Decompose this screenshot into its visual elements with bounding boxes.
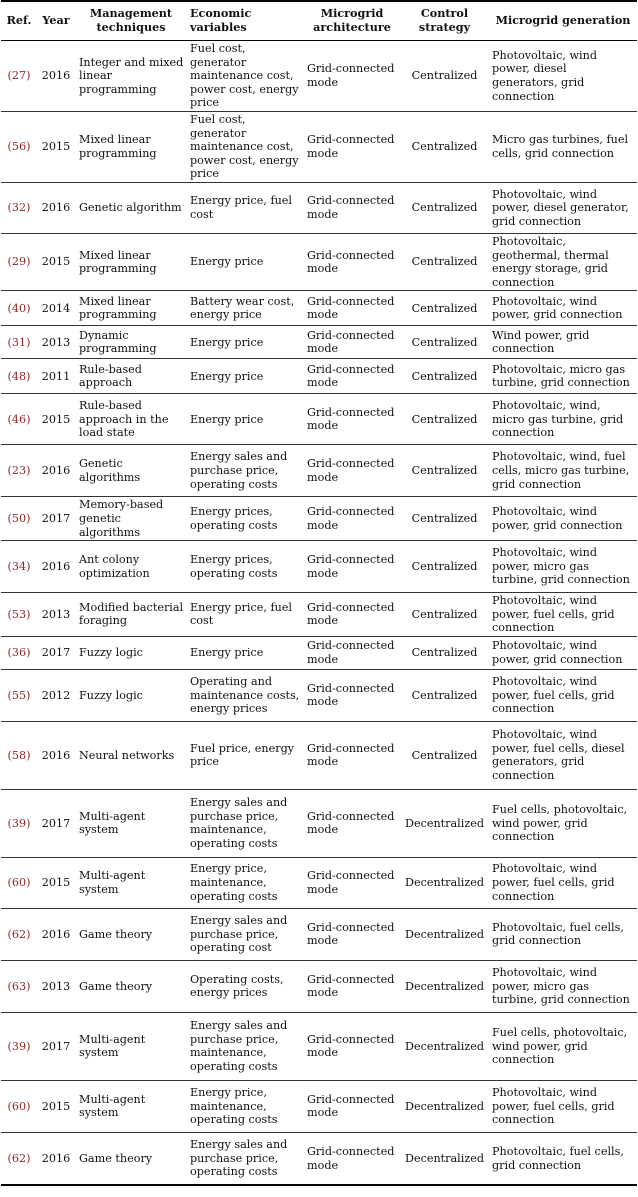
table-row bbox=[1, 721, 637, 789]
economic-variables-cell: Energy price, maintenance, operating costs bbox=[187, 857, 304, 908]
year-cell: 2015 bbox=[37, 857, 75, 908]
ref-link[interactable]: (62) bbox=[1, 1132, 37, 1185]
management-technique-cell: Ant colony optimization bbox=[75, 541, 187, 593]
management-technique-cell: Mixed linear programming bbox=[75, 233, 187, 290]
control-strategy-cell: Decentralized bbox=[400, 1080, 489, 1132]
generation-cell: Photovoltaic, wind power, fuel cells, diesel generators, grid connection bbox=[489, 721, 637, 789]
year-cell: 2016 bbox=[37, 182, 75, 233]
control-strategy-cell: Centralized bbox=[400, 291, 489, 326]
year-cell: 2015 bbox=[37, 233, 75, 290]
economic-variables-cell: Operating costs, energy prices bbox=[187, 960, 304, 1012]
management-technique-cell: Genetic algorithms bbox=[75, 445, 187, 497]
header-ref: Ref. bbox=[1, 1, 37, 41]
ref-link[interactable]: (50) bbox=[1, 497, 37, 541]
control-strategy-cell: Centralized bbox=[400, 111, 489, 182]
economic-variables-cell: Energy price bbox=[187, 636, 304, 669]
table-row bbox=[1, 394, 637, 445]
table-row bbox=[1, 541, 637, 593]
architecture-cell: Grid-connected mode bbox=[304, 182, 400, 233]
economic-variables-cell: Energy price, fuel cost bbox=[187, 182, 304, 233]
year-cell: 2011 bbox=[37, 359, 75, 394]
table-row bbox=[1, 789, 637, 857]
header-microgrid-generation: Microgrid generation bbox=[489, 1, 637, 41]
year-cell: 2013 bbox=[37, 593, 75, 637]
economic-variables-cell: Energy price, fuel cost bbox=[187, 593, 304, 637]
ref-link[interactable]: (58) bbox=[1, 721, 37, 789]
management-technique-cell: Multi-agent system bbox=[75, 789, 187, 857]
year-cell: 2015 bbox=[37, 1080, 75, 1132]
table-row bbox=[1, 669, 637, 721]
economic-variables-cell: Energy sales and purchase price, operating costs bbox=[187, 1132, 304, 1185]
generation-cell: Photovoltaic, wind power, fuel cells, grid connection bbox=[489, 857, 637, 908]
year-cell: 2015 bbox=[37, 394, 75, 445]
year-cell: 2012 bbox=[37, 669, 75, 721]
ref-link[interactable]: (60) bbox=[1, 1080, 37, 1132]
year-cell: 2016 bbox=[37, 721, 75, 789]
ref-link[interactable]: (46) bbox=[1, 394, 37, 445]
generation-cell: Photovoltaic, micro gas turbine, grid connection bbox=[489, 359, 637, 394]
economic-variables-cell: Energy sales and purchase price, maintenance, operating costs bbox=[187, 1012, 304, 1080]
year-cell: 2015 bbox=[37, 111, 75, 182]
management-technique-cell: Game theory bbox=[75, 1132, 187, 1185]
table-row bbox=[1, 182, 637, 233]
microgrid-table bbox=[1, 0, 637, 1186]
ref-link[interactable]: (39) bbox=[1, 789, 37, 857]
header-row bbox=[1, 1, 637, 41]
economic-variables-cell: Energy price bbox=[187, 359, 304, 394]
generation-cell: Photovoltaic, fuel cells, grid connection bbox=[489, 1132, 637, 1185]
control-strategy-cell: Decentralized bbox=[400, 1012, 489, 1080]
table-row bbox=[1, 1132, 637, 1185]
generation-cell: Photovoltaic, wind power, grid connection bbox=[489, 291, 637, 326]
architecture-cell: Grid-connected mode bbox=[304, 721, 400, 789]
architecture-cell: Grid-connected mode bbox=[304, 960, 400, 1012]
control-strategy-cell: Centralized bbox=[400, 394, 489, 445]
management-technique-cell: Fuzzy logic bbox=[75, 669, 187, 721]
architecture-cell: Grid-connected mode bbox=[304, 1012, 400, 1080]
control-strategy-cell: Centralized bbox=[400, 721, 489, 789]
control-strategy-cell: Decentralized bbox=[400, 1132, 489, 1185]
ref-link[interactable]: (27) bbox=[1, 41, 37, 112]
economic-variables-cell: Energy price bbox=[187, 326, 304, 359]
ref-link[interactable]: (29) bbox=[1, 233, 37, 290]
management-technique-cell: Game theory bbox=[75, 908, 187, 960]
management-technique-cell: Integer and mixed linear programming bbox=[75, 41, 187, 112]
generation-cell: Photovoltaic, wind power, fuel cells, grid connection bbox=[489, 669, 637, 721]
control-strategy-cell: Decentralized bbox=[400, 908, 489, 960]
management-technique-cell: Dynamic programming bbox=[75, 326, 187, 359]
year-cell: 2014 bbox=[37, 291, 75, 326]
architecture-cell: Grid-connected mode bbox=[304, 789, 400, 857]
generation-cell: Photovoltaic, wind, fuel cells, micro gas turbine, grid connection bbox=[489, 445, 637, 497]
ref-link[interactable]: (60) bbox=[1, 857, 37, 908]
management-technique-cell: Modified bacterial foraging bbox=[75, 593, 187, 637]
year-cell: 2017 bbox=[37, 636, 75, 669]
table-row bbox=[1, 291, 637, 326]
header-economic-variables: Economic variables bbox=[187, 1, 304, 41]
economic-variables-cell: Energy price bbox=[187, 233, 304, 290]
table-row bbox=[1, 326, 637, 359]
economic-variables-cell: Energy prices, operating costs bbox=[187, 497, 304, 541]
control-strategy-cell: Centralized bbox=[400, 326, 489, 359]
control-strategy-cell: Centralized bbox=[400, 593, 489, 637]
architecture-cell: Grid-connected mode bbox=[304, 541, 400, 593]
generation-cell: Photovoltaic, wind power, diesel generator, grid connection bbox=[489, 182, 637, 233]
ref-link[interactable]: (53) bbox=[1, 593, 37, 637]
header-management-techniques: Management techniques bbox=[75, 1, 187, 41]
ref-link[interactable]: (40) bbox=[1, 291, 37, 326]
table-row bbox=[1, 1012, 637, 1080]
generation-cell: Photovoltaic, wind power, diesel generators, grid connection bbox=[489, 41, 637, 112]
control-strategy-cell: Centralized bbox=[400, 636, 489, 669]
year-cell: 2016 bbox=[37, 445, 75, 497]
ref-link[interactable]: (31) bbox=[1, 326, 37, 359]
year-cell: 2016 bbox=[37, 41, 75, 112]
ref-link[interactable]: (55) bbox=[1, 669, 37, 721]
architecture-cell: Grid-connected mode bbox=[304, 359, 400, 394]
generation-cell: Photovoltaic, wind power, fuel cells, grid connection bbox=[489, 1080, 637, 1132]
table-row bbox=[1, 908, 637, 960]
year-cell: 2017 bbox=[37, 789, 75, 857]
management-technique-cell: Multi-agent system bbox=[75, 1080, 187, 1132]
ref-link[interactable]: (32) bbox=[1, 182, 37, 233]
management-technique-cell: Genetic algorithm bbox=[75, 182, 187, 233]
table-row bbox=[1, 111, 637, 182]
architecture-cell: Grid-connected mode bbox=[304, 1132, 400, 1185]
architecture-cell: Grid-connected mode bbox=[304, 394, 400, 445]
generation-cell: Photovoltaic, wind, micro gas turbine, grid connection bbox=[489, 394, 637, 445]
generation-cell: Wind power, grid connection bbox=[489, 326, 637, 359]
generation-cell: Photovoltaic, wind power, grid connection bbox=[489, 497, 637, 541]
ref-link[interactable]: (23) bbox=[1, 445, 37, 497]
generation-cell: Photovoltaic, wind power, fuel cells, grid connection bbox=[489, 593, 637, 637]
architecture-cell: Grid-connected mode bbox=[304, 41, 400, 112]
architecture-cell: Grid-connected mode bbox=[304, 636, 400, 669]
economic-variables-cell: Energy price bbox=[187, 394, 304, 445]
control-strategy-cell: Centralized bbox=[400, 359, 489, 394]
year-cell: 2017 bbox=[37, 497, 75, 541]
economic-variables-cell: Energy prices, operating costs bbox=[187, 541, 304, 593]
management-technique-cell: Rule-based approach in the load state bbox=[75, 394, 187, 445]
control-strategy-cell: Decentralized bbox=[400, 789, 489, 857]
table-row bbox=[1, 41, 637, 112]
control-strategy-cell: Centralized bbox=[400, 497, 489, 541]
generation-cell: Fuel cells, photovoltaic, wind power, grid connection bbox=[489, 789, 637, 857]
architecture-cell: Grid-connected mode bbox=[304, 1080, 400, 1132]
economic-variables-cell: Energy sales and purchase price, maintenance, operating costs bbox=[187, 789, 304, 857]
control-strategy-cell: Centralized bbox=[400, 541, 489, 593]
ref-link[interactable]: (39) bbox=[1, 1012, 37, 1080]
table-row bbox=[1, 233, 637, 290]
year-cell: 2013 bbox=[37, 326, 75, 359]
year-cell: 2016 bbox=[37, 908, 75, 960]
table-row bbox=[1, 636, 637, 669]
ref-link[interactable]: (63) bbox=[1, 960, 37, 1012]
architecture-cell: Grid-connected mode bbox=[304, 497, 400, 541]
ref-link[interactable]: (48) bbox=[1, 359, 37, 394]
table-row bbox=[1, 857, 637, 908]
generation-cell: Photovoltaic, wind power, micro gas turbine, grid connection bbox=[489, 960, 637, 1012]
generation-cell: Fuel cells, photovoltaic, wind power, grid connection bbox=[489, 1012, 637, 1080]
economic-variables-cell: Fuel cost, generator maintenance cost, power cost, energy price bbox=[187, 41, 304, 112]
ref-link[interactable]: (62) bbox=[1, 908, 37, 960]
table-body bbox=[1, 41, 637, 1186]
management-technique-cell: Neural networks bbox=[75, 721, 187, 789]
management-technique-cell: Game theory bbox=[75, 960, 187, 1012]
management-technique-cell: Multi-agent system bbox=[75, 857, 187, 908]
economic-variables-cell: Energy price, maintenance, operating costs bbox=[187, 1080, 304, 1132]
economic-variables-cell: Fuel price, energy price bbox=[187, 721, 304, 789]
control-strategy-cell: Centralized bbox=[400, 182, 489, 233]
economic-variables-cell: Fuel cost, generator maintenance cost, power cost, energy price bbox=[187, 111, 304, 182]
table-row bbox=[1, 445, 637, 497]
header-microgrid-architecture: Microgrid architecture bbox=[304, 1, 400, 41]
control-strategy-cell: Centralized bbox=[400, 445, 489, 497]
table-row bbox=[1, 593, 637, 637]
architecture-cell: Grid-connected mode bbox=[304, 111, 400, 182]
generation-cell: Photovoltaic, wind power, grid connection bbox=[489, 636, 637, 669]
economic-variables-cell: Energy sales and purchase price, operating costs bbox=[187, 445, 304, 497]
architecture-cell: Grid-connected mode bbox=[304, 593, 400, 637]
year-cell: 2016 bbox=[37, 541, 75, 593]
table-row bbox=[1, 1080, 637, 1132]
header-year: Year bbox=[37, 1, 75, 41]
header-control-strategy: Control strategy bbox=[400, 1, 489, 41]
generation-cell: Photovoltaic, geothermal, thermal energy storage, grid connection bbox=[489, 233, 637, 290]
management-technique-cell: Memory-based genetic algorithms bbox=[75, 497, 187, 541]
architecture-cell: Grid-connected mode bbox=[304, 669, 400, 721]
ref-link[interactable]: (56) bbox=[1, 111, 37, 182]
architecture-cell: Grid-connected mode bbox=[304, 291, 400, 326]
generation-cell: Photovoltaic, wind power, micro gas turbine, grid connection bbox=[489, 541, 637, 593]
control-strategy-cell: Centralized bbox=[400, 41, 489, 112]
generation-cell: Micro gas turbines, fuel cells, grid connection bbox=[489, 111, 637, 182]
economic-variables-cell: Operating and maintenance costs, energy prices bbox=[187, 669, 304, 721]
management-technique-cell: Multi-agent system bbox=[75, 1012, 187, 1080]
year-cell: 2013 bbox=[37, 960, 75, 1012]
architecture-cell: Grid-connected mode bbox=[304, 326, 400, 359]
table-row bbox=[1, 497, 637, 541]
control-strategy-cell: Centralized bbox=[400, 669, 489, 721]
generation-cell: Photovoltaic, fuel cells, grid connection bbox=[489, 908, 637, 960]
management-technique-cell: Mixed linear programming bbox=[75, 111, 187, 182]
year-cell: 2016 bbox=[37, 1132, 75, 1185]
architecture-cell: Grid-connected mode bbox=[304, 233, 400, 290]
architecture-cell: Grid-connected mode bbox=[304, 445, 400, 497]
management-technique-cell: Rule-based approach bbox=[75, 359, 187, 394]
table-row bbox=[1, 359, 637, 394]
control-strategy-cell: Decentralized bbox=[400, 960, 489, 1012]
ref-link[interactable]: (34) bbox=[1, 541, 37, 593]
table-row bbox=[1, 960, 637, 1012]
ref-link[interactable]: (36) bbox=[1, 636, 37, 669]
architecture-cell: Grid-connected mode bbox=[304, 857, 400, 908]
architecture-cell: Grid-connected mode bbox=[304, 908, 400, 960]
table-header bbox=[1, 1, 637, 41]
economic-variables-cell: Energy sales and purchase price, operating cost bbox=[187, 908, 304, 960]
management-technique-cell: Fuzzy logic bbox=[75, 636, 187, 669]
management-technique-cell: Mixed linear programming bbox=[75, 291, 187, 326]
control-strategy-cell: Decentralized bbox=[400, 857, 489, 908]
control-strategy-cell: Centralized bbox=[400, 233, 489, 290]
economic-variables-cell: Battery wear cost, energy price bbox=[187, 291, 304, 326]
year-cell: 2017 bbox=[37, 1012, 75, 1080]
